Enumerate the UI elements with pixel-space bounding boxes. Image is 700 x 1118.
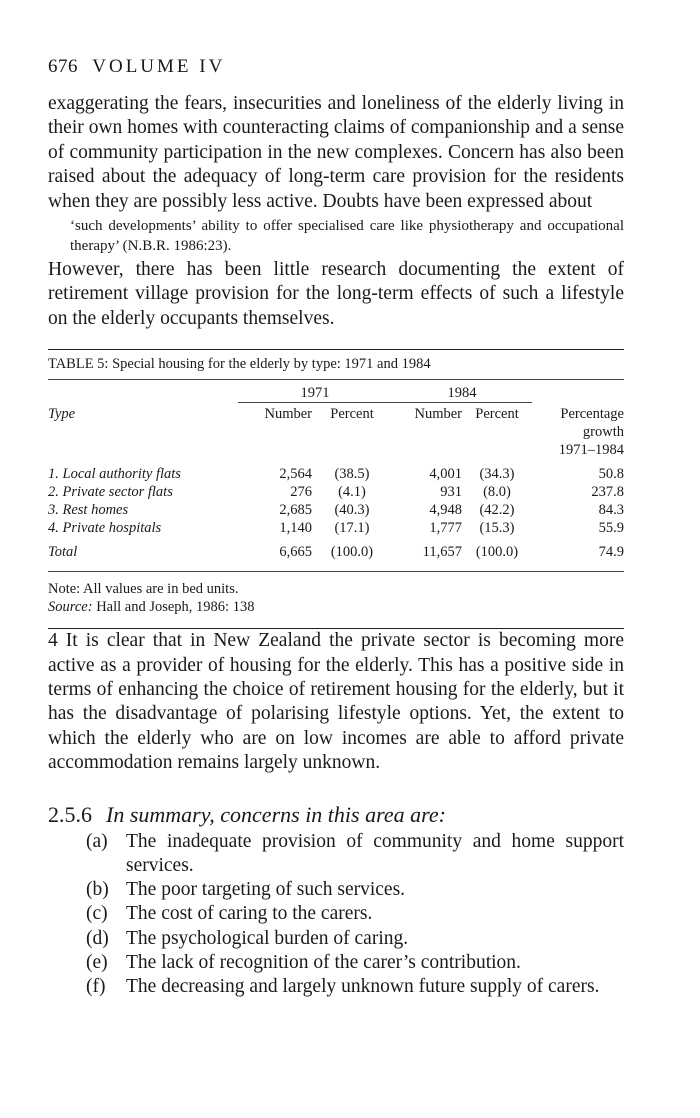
section-heading <box>48 802 624 828</box>
list-item <box>86 830 624 878</box>
list-item-text: The decreasing and largely unknown future supply of carers. <box>126 975 600 997</box>
list-item-label: (a) <box>86 830 108 852</box>
list-item-label: (f) <box>86 975 106 997</box>
cell-type: 3. Rest homes <box>48 502 129 519</box>
cell-total-number-1971: 6,665 <box>279 544 312 561</box>
block-quote: ‘such developments’ ability to offer specialised care like physiotherapy and occupational therapy’ (N.B.R. 1986:23). <box>70 218 624 255</box>
table-caption: TABLE 5: Special housing for the elderly by type: 1971 and 1984 <box>48 356 431 373</box>
table-row <box>48 465 624 483</box>
header-growth-line-3: 1971–1984 <box>558 442 624 459</box>
header-percent-1971: Percent <box>330 406 374 423</box>
cell-percent-1971: (4.1) <box>338 484 366 501</box>
table-total-row <box>48 543 624 561</box>
list-item <box>86 902 624 926</box>
table-notes <box>48 571 624 628</box>
cell-percent-1971: (38.5) <box>334 466 370 483</box>
cell-percent-1971: (17.1) <box>334 520 370 537</box>
cell-growth: 84.3 <box>598 502 624 519</box>
table-row <box>48 483 624 501</box>
cell-percent-1971: (40.3) <box>334 502 370 519</box>
section-title: In summary, concerns in this area are: <box>106 801 446 827</box>
cell-percent-1984: (34.3) <box>479 466 515 483</box>
cell-number-1984: 1,777 <box>429 520 462 537</box>
list-item <box>86 975 624 999</box>
cell-total-percent-1984: (100.0) <box>475 544 519 561</box>
list-item-text: The poor targeting of such services. <box>126 879 406 901</box>
volume-label: VOLUME IV <box>92 56 226 77</box>
cell-number-1984: 931 <box>440 484 462 501</box>
cell-total-label: Total <box>48 544 78 561</box>
header-growth <box>532 403 624 459</box>
table-source <box>48 598 624 616</box>
cell-type: 4. Private hospitals <box>48 520 162 537</box>
list-item-label: (e) <box>86 951 108 973</box>
list-item-text: The cost of caring to the carers. <box>126 903 373 925</box>
header-number-1971: Number <box>264 406 312 423</box>
cell-total-percent-1971: (100.0) <box>330 544 374 561</box>
year-1971: 1971 <box>238 384 392 403</box>
cell-growth: 237.8 <box>591 484 624 501</box>
cell-number-1984: 4,948 <box>429 502 462 519</box>
concerns-list <box>48 830 624 999</box>
list-item <box>86 878 624 902</box>
list-item <box>86 951 624 975</box>
source-text: Hall and Joseph, 1986: 138 <box>96 599 255 616</box>
section-number: 2.5.6 <box>48 801 92 827</box>
cell-total-number-1984: 11,657 <box>422 544 462 561</box>
table-row <box>48 519 624 537</box>
cell-growth: 55.9 <box>598 520 624 537</box>
list-item-text: The inadequate provision of community and home support services. <box>126 830 624 876</box>
cell-number-1971: 2,685 <box>279 502 312 519</box>
cell-number-1971: 276 <box>290 484 312 501</box>
paragraph-4 <box>48 629 624 775</box>
header-number-1984: Number <box>414 406 462 423</box>
cell-percent-1984: (8.0) <box>483 484 511 501</box>
header-percent-1984: Percent <box>475 406 519 423</box>
list-item-text: The lack of recognition of the carer’s contribution. <box>126 951 521 973</box>
list-item-label: (b) <box>86 879 109 901</box>
housing-table <box>48 380 624 561</box>
cell-growth: 50.8 <box>598 466 624 483</box>
cell-number-1971: 1,140 <box>279 520 312 537</box>
page-number: 676 <box>48 56 78 77</box>
cell-percent-1984: (15.3) <box>479 520 515 537</box>
paragraph-4-text: It is clear that in New Zealand the private sector is becoming more active as a provider of housing for the elderly. This has a positive side in terms of enhancing the choice of retirement housing for the elderly, but it has the disadvantage of polarising lifestyle options. Yet, the extent to which the elderly who are on low incomes are able to afford private accommodation remains largely unknown. <box>48 630 624 774</box>
cell-percent-1984: (42.2) <box>479 502 515 519</box>
running-head <box>48 56 624 78</box>
year-1984: 1984 <box>392 384 532 403</box>
cell-number-1984: 4,001 <box>429 466 462 483</box>
table-5 <box>48 349 624 629</box>
document-page <box>48 56 624 999</box>
list-item-label: (d) <box>86 927 109 949</box>
source-label: Source: <box>48 599 93 616</box>
header-growth-line-2: growth <box>582 424 624 441</box>
list-item-text: The psychological burden of caring. <box>126 927 409 949</box>
header-growth-line-1: Percentage <box>560 406 624 423</box>
cell-type: 2. Private sector flats <box>48 484 173 501</box>
cell-total-growth: 74.9 <box>598 544 624 561</box>
list-item <box>86 927 624 951</box>
closing-paragraph: However, there has been little research documenting the extent of retirement village provision for the long-term effects of such a lifestyle on the elderly occupants themselves. <box>48 259 624 329</box>
table-row <box>48 501 624 519</box>
intro-paragraph: exaggerating the fears, insecurities and loneliness of the elderly living in their own homes with counteracting claims of companionship and a sense of community participation in the new complexes. Concern has also been raised about the adequacy of long-term care provision for the residents when they are possibly less active. Doubts have been expressed about <box>48 93 624 212</box>
table-note: Note: All values are in bed units. <box>48 581 239 598</box>
cell-type: 1. Local authority flats <box>48 466 181 483</box>
cell-number-1971: 2,564 <box>279 466 312 483</box>
list-item-label: (c) <box>86 903 108 925</box>
paragraph-number: 4 <box>48 630 58 652</box>
header-type: Type <box>48 406 76 423</box>
